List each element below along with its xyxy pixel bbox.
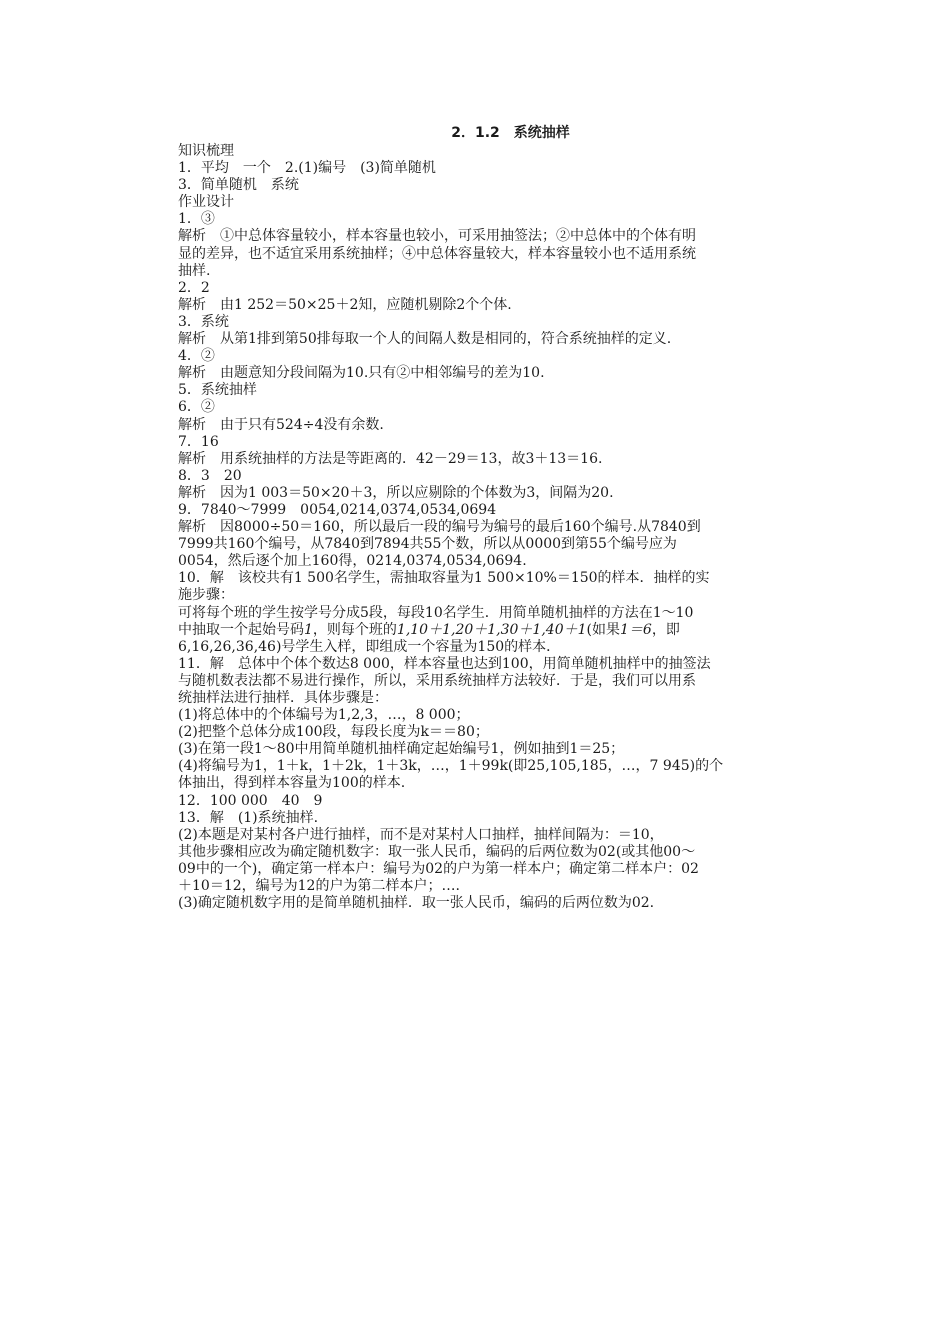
text-line: (1)将总体中的个体编号为1,2,3，…，8 000； bbox=[178, 707, 470, 724]
text-line: 12．100 000 40 9 bbox=[178, 792, 323, 809]
text-line: (4)将编号为1，1＋k，1＋2k，1＋3k，…，1＋99k(即25,105,185，…，7 945)的个 bbox=[178, 758, 724, 775]
text-line: 0054，然后逐个加上160得，0214,0374,0534,0694. bbox=[178, 553, 527, 570]
text-line: 显的差异，也不适宜采用系统抽样；④中总体容量较大，样本容量较小也不适用系统 bbox=[178, 245, 696, 262]
text-line: 统抽样法进行抽样．具体步骤是： bbox=[178, 690, 388, 706]
text-line: 9．7840～7999 0054,0214,0374,0534,0694 bbox=[178, 501, 497, 518]
text-line: 4．② bbox=[178, 348, 215, 365]
text-line: 7．16 bbox=[178, 433, 219, 450]
text-segment: ，则每个班的 bbox=[312, 621, 397, 638]
text-line: 可将每个班的学生按学号分成5段，每段10名学生．用简单随机抽样的方法在1～10 bbox=[178, 604, 694, 621]
text-line: 7999共160个编号，从7840到7894共55个数，所以从0000到第55个编号应为 bbox=[178, 536, 677, 553]
text-line: (2)本题是对某村各户进行抽样，而不是对某村人口抽样，抽样间隔为：＝10， bbox=[178, 826, 664, 843]
text-line: 2．2 bbox=[178, 279, 210, 296]
italic-segment: 1,10＋1,20＋1,30＋1,40＋1 bbox=[396, 621, 587, 638]
text-line: 施步骤： bbox=[178, 587, 234, 604]
text-line-mixed bbox=[178, 622, 803, 639]
text-line: (3)确定随机数字用的是简单随机抽样．取一张人民币，编码的后两位数为02. bbox=[178, 895, 655, 912]
text-line: 体抽出，得到样本容量为100的样本. bbox=[178, 775, 406, 792]
text-line: 1．平均 一个 2.(1)编号 (3)简单随机 bbox=[178, 160, 436, 177]
text-line: 09中的一个)，确定第一样本户：编号为02的户为第一样本户；确定第二样本户：02 bbox=[178, 860, 699, 877]
text-line: 抽样. bbox=[178, 262, 211, 279]
italic-segment: 1 bbox=[304, 621, 313, 638]
text-line: 3．简单随机 系统 bbox=[178, 177, 299, 194]
text-line: 解析 用系统抽样的方法是等距离的．42－29＝13，故3＋13＝16. bbox=[178, 450, 603, 467]
document-page bbox=[178, 124, 803, 912]
text-line: 与随机数表法都不易进行操作，所以，采用系统抽样方法较好．于是，我们可以用系 bbox=[178, 672, 696, 689]
text-line: 3．系统 bbox=[178, 313, 229, 330]
text-line: 6．② bbox=[178, 399, 215, 416]
text-line: 8．3 20 bbox=[178, 467, 242, 484]
text-line: 解析 由于只有524÷4没有余数. bbox=[178, 416, 384, 433]
text-line: 解析 由1 252＝50×25＋2知，应随机剔除2个个体. bbox=[178, 296, 512, 313]
text-line: ＋10＝12，编号为12的户为第二样本户；…. bbox=[178, 878, 460, 895]
page-title: 2．1.2 系统抽样 bbox=[451, 125, 570, 141]
text-line: 解析 从第1排到第50排每取一个人的间隔人数是相同的，符合系统抽样的定义. bbox=[178, 331, 672, 348]
text-line: 解析 ①中总体容量较小，样本容量也较小，可采用抽签法；②中总体中的个体有明 bbox=[178, 228, 696, 245]
text-line: 6,16,26,36,46)号学生入样，即组成一个容量为150的样本． bbox=[178, 638, 561, 655]
text-line: (3)在第一段1～80中用简单随机抽样确定起始编号1，例如抽到1＝25； bbox=[178, 741, 625, 758]
text-segment: 中抽取一个起始号码 bbox=[178, 621, 304, 638]
text-line: (2)把整个总体分成100段，每段长度为k＝＝80； bbox=[178, 724, 489, 741]
text-line: 知识梳理 bbox=[178, 143, 234, 159]
text-line: 11．解 总体中个体个数达8 000，样本容量也达到100，用简单随机抽样中的抽签法 bbox=[178, 655, 711, 672]
text-line: 13．解 (1)系统抽样. bbox=[178, 809, 319, 826]
italic-segment: 1＝6 bbox=[620, 621, 652, 638]
text-line: 作业设计 bbox=[178, 194, 234, 211]
text-segment: ，即 bbox=[651, 621, 680, 638]
text-line: 10．解 该校共有1 500名学生，需抽取容量为1 500×10%＝150的样本．抽样的实 bbox=[178, 570, 710, 587]
text-line: 解析 因为1 003＝50×20＋3，所以应剔除的个体数为3，间隔为20. bbox=[178, 484, 614, 501]
text-line: 1．③ bbox=[178, 211, 215, 228]
text-line: 其他步骤相应改为确定随机数字：取一张人民币，编码的后两位数为02(或其他00～ bbox=[178, 843, 696, 860]
text-line: 解析 由题意知分段间隔为10.只有②中相邻编号的差为10. bbox=[178, 365, 545, 382]
text-line: 解析 因8000÷50＝160，所以最后一段的编号为编号的最后160个编号.从7840到 bbox=[178, 519, 701, 536]
text-line: 5．系统抽样 bbox=[178, 382, 257, 399]
text-segment: (如果 bbox=[586, 621, 620, 638]
